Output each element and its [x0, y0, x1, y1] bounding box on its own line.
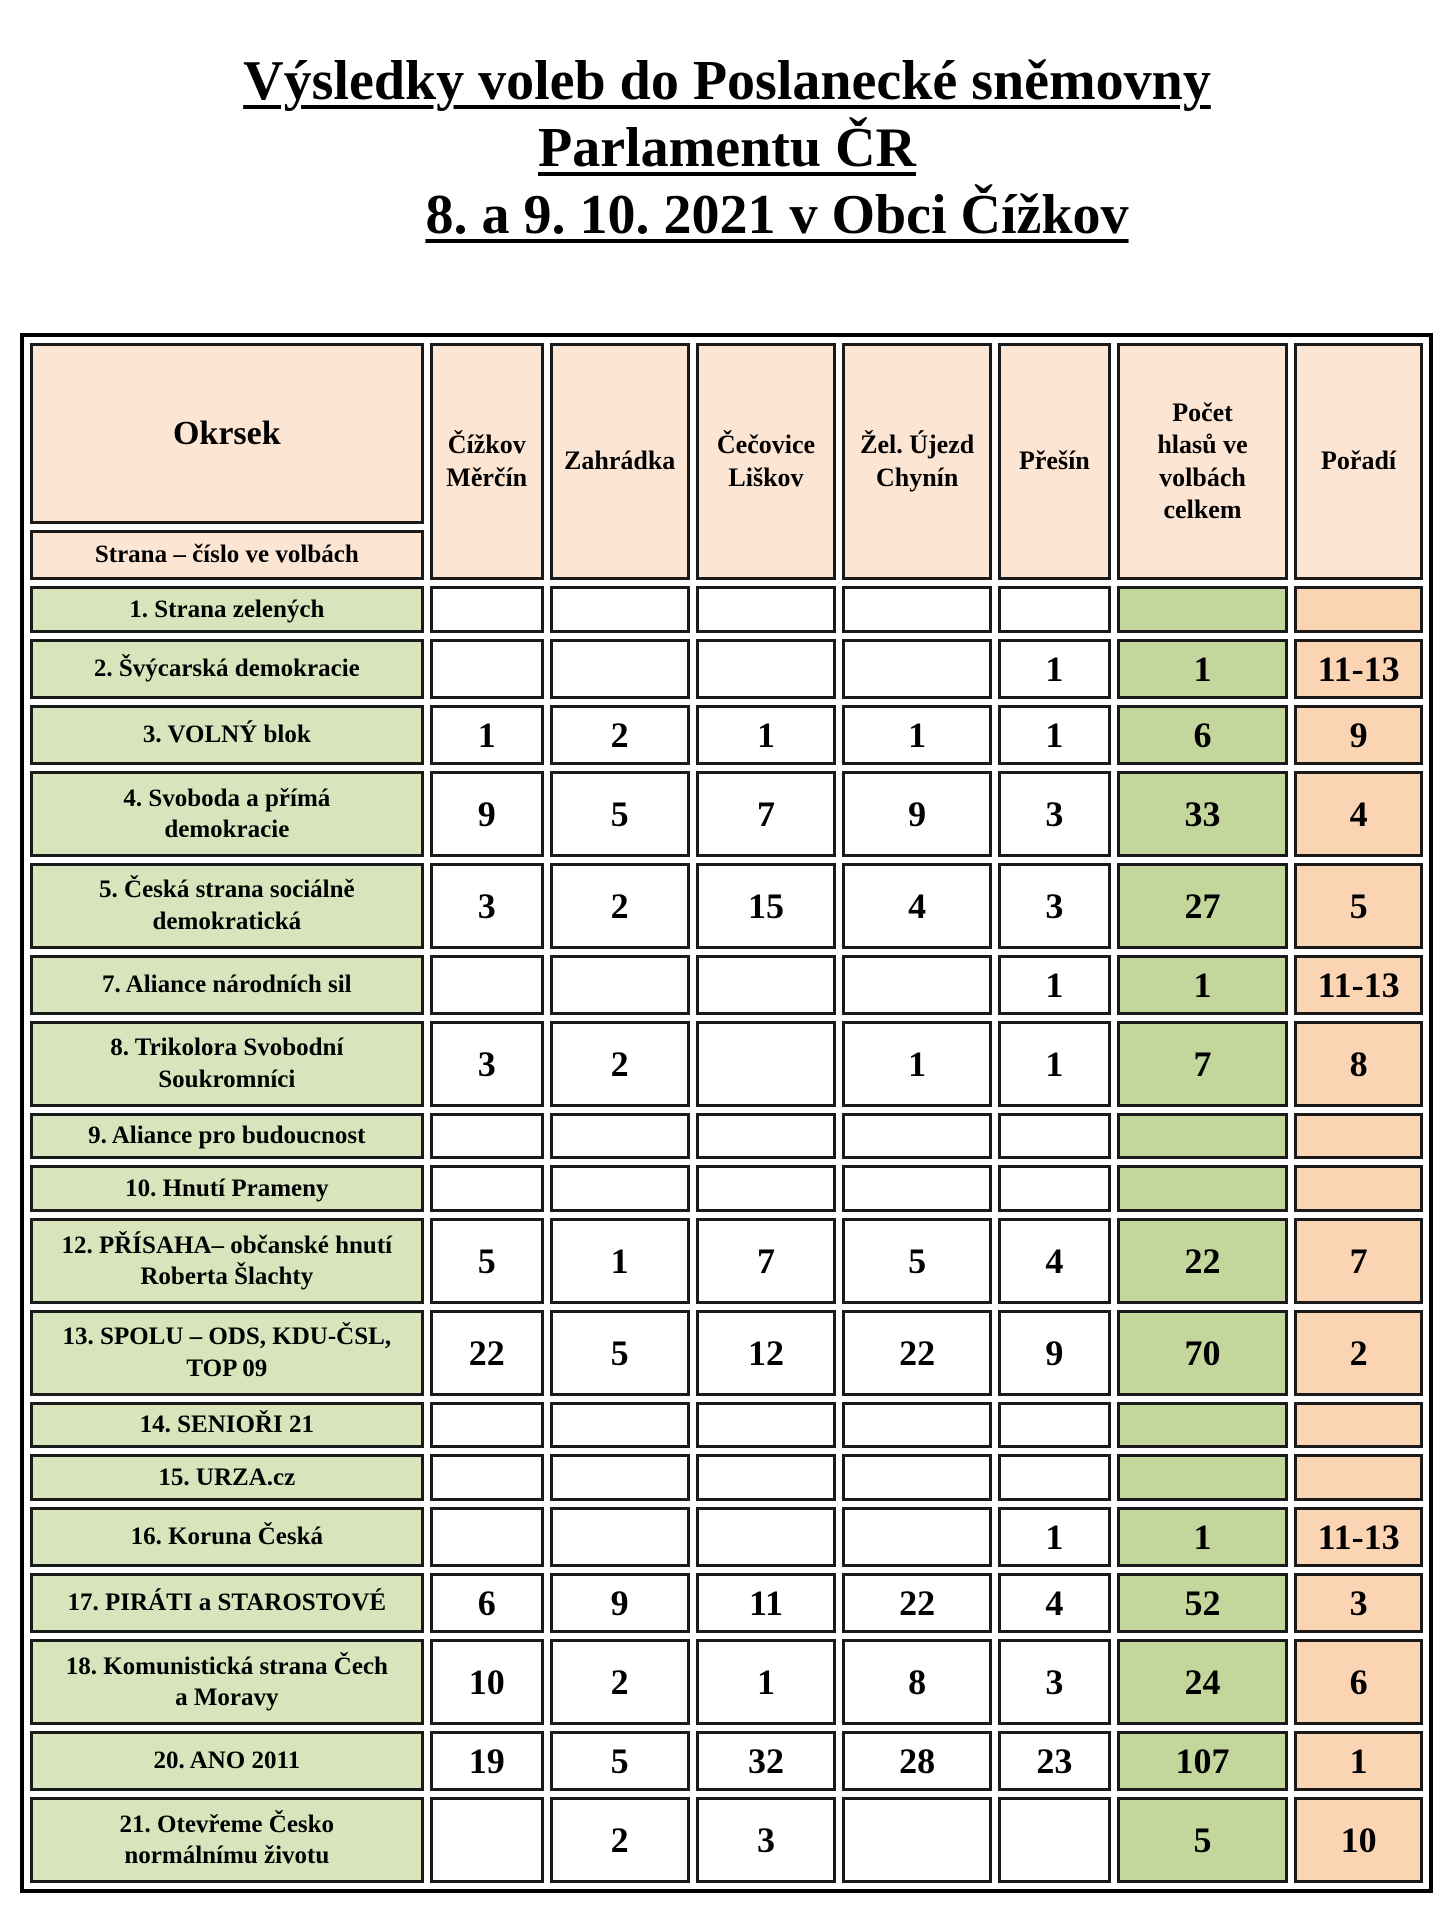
vote-count	[696, 639, 837, 699]
total-votes: 27	[1117, 863, 1288, 949]
rank: 10	[1294, 1797, 1423, 1883]
okrsek-header: Okrsek	[30, 343, 424, 524]
rank: 11-13	[1294, 955, 1423, 1015]
party-name: 8. Trikolora Svobodní Soukromníci	[30, 1021, 424, 1107]
vote-count	[696, 955, 837, 1015]
party-name: 16. Koruna Česká	[30, 1507, 424, 1567]
vote-count: 1	[998, 955, 1111, 1015]
party-name: 3. VOLNÝ blok	[30, 705, 424, 765]
total-votes	[1117, 1454, 1288, 1501]
vote-count: 7	[696, 1218, 837, 1304]
rank	[1294, 586, 1423, 633]
vote-count	[842, 1454, 991, 1501]
vote-count	[842, 1113, 991, 1160]
party-name: 1. Strana zelených	[30, 586, 424, 633]
vote-count: 2	[550, 863, 690, 949]
title-line-2: Parlamentu ČR	[538, 117, 916, 180]
vote-count: 3	[998, 863, 1111, 949]
vote-count	[430, 955, 544, 1015]
title-line-1: Výsledky voleb do Poslanecké sněmovny	[243, 50, 1211, 112]
rank: 11-13	[1294, 1507, 1423, 1567]
column-header: Přešín	[998, 343, 1111, 580]
column-header: Zahrádka	[550, 343, 690, 580]
party-name: 21. Otevřeme Česko normálnímu životu	[30, 1797, 424, 1883]
total-votes: 107	[1117, 1731, 1288, 1791]
party-name: 13. SPOLU – ODS, KDU-ČSL, TOP 09	[30, 1310, 424, 1396]
vote-count	[998, 586, 1111, 633]
vote-count	[998, 1797, 1111, 1883]
results-body	[30, 586, 1423, 1883]
vote-count: 9	[998, 1310, 1111, 1396]
table-row	[30, 1573, 1423, 1633]
party-name: 20. ANO 2011	[30, 1731, 424, 1791]
vote-count	[696, 1507, 837, 1567]
party-name: 18. Komunistická strana Čech a Moravy	[30, 1639, 424, 1725]
vote-count	[696, 586, 837, 633]
vote-count	[696, 1402, 837, 1449]
vote-count: 22	[842, 1573, 991, 1633]
vote-count: 4	[998, 1218, 1111, 1304]
vote-count	[842, 1797, 991, 1883]
total-votes-header: Počet hlasů ve volbách celkem	[1117, 343, 1288, 580]
vote-count: 1	[842, 705, 991, 765]
vote-count	[998, 1165, 1111, 1212]
total-votes: 6	[1117, 705, 1288, 765]
rank	[1294, 1113, 1423, 1160]
total-votes	[1117, 1113, 1288, 1160]
rank: 7	[1294, 1218, 1423, 1304]
vote-count	[430, 1113, 544, 1160]
vote-count: 2	[550, 1797, 690, 1883]
party-name: 10. Hnutí Prameny	[30, 1165, 424, 1212]
column-header: Žel. Újezd Chynín	[842, 343, 991, 580]
party-name: 12. PŘÍSAHA– občanské hnutí Roberta Šlachty	[30, 1218, 424, 1304]
total-votes: 52	[1117, 1573, 1288, 1633]
vote-count: 7	[696, 771, 837, 857]
vote-count: 3	[696, 1797, 837, 1883]
vote-count: 9	[550, 1573, 690, 1633]
party-name: 9. Aliance pro budoucnost	[30, 1113, 424, 1160]
table-row	[30, 1310, 1423, 1396]
vote-count	[998, 1402, 1111, 1449]
total-votes: 1	[1117, 955, 1288, 1015]
party-name: 7. Aliance národních sil	[30, 955, 424, 1015]
vote-count	[550, 1507, 690, 1567]
vote-count: 6	[430, 1573, 544, 1633]
vote-count: 11	[696, 1573, 837, 1633]
rank: 8	[1294, 1021, 1423, 1107]
title-line-3: 8. a 9. 10. 2021 v Obci Čížkov	[425, 184, 1129, 247]
party-name: 15. URZA.cz	[30, 1454, 424, 1501]
rank: 3	[1294, 1573, 1423, 1633]
vote-count	[696, 1454, 837, 1501]
total-votes: 1	[1117, 639, 1288, 699]
total-votes: 22	[1117, 1218, 1288, 1304]
table-row	[30, 1218, 1423, 1304]
strana-header: Strana – číslo ve volbách	[30, 530, 424, 580]
vote-count	[842, 1402, 991, 1449]
rank	[1294, 1402, 1423, 1449]
table-row	[30, 1731, 1423, 1791]
vote-count	[430, 1507, 544, 1567]
vote-count: 1	[696, 705, 837, 765]
rank	[1294, 1165, 1423, 1212]
rank	[1294, 1454, 1423, 1501]
vote-count	[550, 1454, 690, 1501]
total-votes	[1117, 1165, 1288, 1212]
rank: 11-13	[1294, 639, 1423, 699]
vote-count: 32	[696, 1731, 837, 1791]
total-votes: 5	[1117, 1797, 1288, 1883]
table-row	[30, 1021, 1423, 1107]
rank: 6	[1294, 1639, 1423, 1725]
vote-count: 1	[998, 1507, 1111, 1567]
total-votes: 70	[1117, 1310, 1288, 1396]
vote-count	[550, 586, 690, 633]
vote-count	[430, 1454, 544, 1501]
table-row	[30, 639, 1423, 699]
document-title	[0, 48, 1454, 250]
table-row	[30, 1507, 1423, 1567]
party-name: 17. PIRÁTI a STAROSTOVÉ	[30, 1573, 424, 1633]
party-name: 2. Švýcarská demokracie	[30, 639, 424, 699]
column-header: Čečovice Liškov	[696, 343, 837, 580]
vote-count	[550, 1402, 690, 1449]
vote-count	[842, 1507, 991, 1567]
vote-count: 5	[550, 1310, 690, 1396]
vote-count: 9	[842, 771, 991, 857]
table-row	[30, 1454, 1423, 1501]
vote-count: 3	[998, 771, 1111, 857]
party-name: 4. Svoboda a přímá demokracie	[30, 771, 424, 857]
vote-count: 3	[998, 1639, 1111, 1725]
vote-count	[550, 1113, 690, 1160]
vote-count	[430, 1797, 544, 1883]
vote-count	[696, 1165, 837, 1212]
vote-count: 1	[842, 1021, 991, 1107]
table-row	[30, 1797, 1423, 1883]
rank-header: Pořadí	[1294, 343, 1423, 580]
vote-count	[842, 586, 991, 633]
table-row	[30, 771, 1423, 857]
rank: 5	[1294, 863, 1423, 949]
vote-count: 1	[998, 639, 1111, 699]
total-votes	[1117, 1402, 1288, 1449]
vote-count	[696, 1021, 837, 1107]
vote-count	[998, 1113, 1111, 1160]
vote-count	[430, 639, 544, 699]
vote-count: 8	[842, 1639, 991, 1725]
rank: 9	[1294, 705, 1423, 765]
vote-count: 22	[430, 1310, 544, 1396]
vote-count: 9	[430, 771, 544, 857]
vote-count	[696, 1113, 837, 1160]
vote-count: 4	[998, 1573, 1111, 1633]
vote-count: 28	[842, 1731, 991, 1791]
table-row	[30, 1113, 1423, 1160]
vote-count	[430, 1165, 544, 1212]
table-row	[30, 586, 1423, 633]
vote-count: 5	[550, 771, 690, 857]
vote-count: 2	[550, 1639, 690, 1725]
vote-count: 10	[430, 1639, 544, 1725]
vote-count: 23	[998, 1731, 1111, 1791]
rank: 1	[1294, 1731, 1423, 1791]
total-votes: 1	[1117, 1507, 1288, 1567]
table-row	[30, 1639, 1423, 1725]
party-name: 14. SENIOŘI 21	[30, 1402, 424, 1449]
total-votes: 24	[1117, 1639, 1288, 1725]
vote-count: 1	[998, 705, 1111, 765]
vote-count: 3	[430, 863, 544, 949]
vote-count	[550, 955, 690, 1015]
vote-count: 12	[696, 1310, 837, 1396]
vote-count: 3	[430, 1021, 544, 1107]
vote-count: 1	[696, 1639, 837, 1725]
total-votes	[1117, 586, 1288, 633]
table-row	[30, 1402, 1423, 1449]
vote-count: 19	[430, 1731, 544, 1791]
party-name: 5. Česká strana sociálně demokratická	[30, 863, 424, 949]
vote-count: 2	[550, 1021, 690, 1107]
table-row	[30, 863, 1423, 949]
vote-count: 5	[430, 1218, 544, 1304]
vote-count: 22	[842, 1310, 991, 1396]
vote-count: 1	[550, 1218, 690, 1304]
vote-count	[550, 639, 690, 699]
vote-count	[842, 639, 991, 699]
rank: 2	[1294, 1310, 1423, 1396]
vote-count	[430, 1402, 544, 1449]
vote-count	[430, 586, 544, 633]
vote-count	[842, 955, 991, 1015]
vote-count: 4	[842, 863, 991, 949]
table-row	[30, 1165, 1423, 1212]
table-row	[30, 705, 1423, 765]
header-row	[30, 343, 1423, 524]
vote-count: 1	[430, 705, 544, 765]
vote-count	[550, 1165, 690, 1212]
vote-count	[842, 1165, 991, 1212]
table-row	[30, 955, 1423, 1015]
vote-count: 15	[696, 863, 837, 949]
results-table	[20, 333, 1433, 1893]
rank: 4	[1294, 771, 1423, 857]
vote-count: 1	[998, 1021, 1111, 1107]
column-header: Čížkov Měrčín	[430, 343, 544, 580]
vote-count: 2	[550, 705, 690, 765]
vote-count: 5	[842, 1218, 991, 1304]
vote-count	[998, 1454, 1111, 1501]
vote-count: 5	[550, 1731, 690, 1791]
total-votes: 7	[1117, 1021, 1288, 1107]
total-votes: 33	[1117, 771, 1288, 857]
